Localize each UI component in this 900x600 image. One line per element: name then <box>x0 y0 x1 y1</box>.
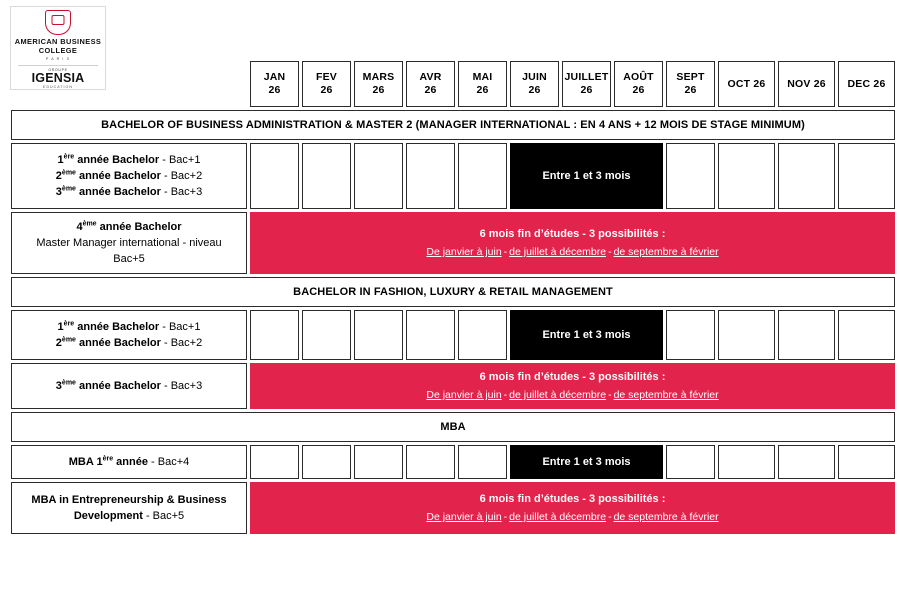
fashion-year1 <box>12 319 246 335</box>
mba-cell-oct <box>718 445 775 479</box>
mba-cell-fev <box>302 445 351 479</box>
fashion-year1-name: 1ère année Bachelor <box>57 320 160 333</box>
bba-cell-fev <box>302 143 351 209</box>
fashion-final-label <box>11 363 247 409</box>
school-name: AMERICAN BUSINESS COLLEGE <box>14 37 102 56</box>
fashion-final-band-title: 6 mois fin d’études - 3 possibilités : <box>479 371 666 383</box>
bba-year3-level: - Bac+3 <box>163 186 203 198</box>
section-title-row-fashion <box>11 277 895 307</box>
mba-cell-nov <box>778 445 835 479</box>
mba-final-band <box>250 482 895 534</box>
month-header-juillet <box>562 61 611 107</box>
fashion-cell-jan <box>250 310 299 360</box>
planning-table <box>8 58 898 537</box>
mba-final-title: MBA in Entrepreneurship & Business <box>31 494 227 506</box>
month-label: OCT 26 <box>727 77 766 90</box>
mba-final-band-title: 6 mois fin d’études - 3 possibilités : <box>479 493 666 505</box>
option-separator: - <box>608 246 612 258</box>
bba-years-label <box>11 143 247 209</box>
month-year: 26 <box>268 84 281 96</box>
option-separator: - <box>608 511 612 523</box>
fashion-year1-level: - Bac+1 <box>162 321 201 333</box>
fashion-final-band-options <box>251 387 894 403</box>
month-year: 26 <box>632 84 645 96</box>
month-label: MARS <box>362 71 395 83</box>
fashion-final-row <box>11 363 895 409</box>
mba-final-title-line2: Development <box>73 510 143 522</box>
mba-final-level: - Bac+5 <box>145 510 185 522</box>
bba-year1-name: 1ère année Bachelor <box>57 153 160 166</box>
mba-internship-band: Entre 1 et 3 mois <box>510 445 663 479</box>
bba-cell-jan <box>250 143 299 209</box>
bba-years-row <box>11 143 895 209</box>
mba-final-title-2 <box>12 508 246 524</box>
month-header-sept <box>666 61 715 107</box>
mba-final-label <box>11 482 247 534</box>
fashion-year2 <box>12 335 246 351</box>
fashion-year2-level: - Bac+2 <box>163 337 203 349</box>
mba-year1-name: MBA 1ère année <box>68 455 148 468</box>
bba-cell-sept <box>666 143 715 209</box>
month-header-fev <box>302 61 351 107</box>
month-year: 26 <box>528 84 541 96</box>
bba-year2 <box>12 168 246 184</box>
fashion-cell-oct <box>718 310 775 360</box>
fashion-cell-mars <box>354 310 403 360</box>
month-label: SEPT <box>676 71 705 83</box>
bba-cell-nov <box>778 143 835 209</box>
bba-cell-avr <box>406 143 455 209</box>
fashion-cell-sept <box>666 310 715 360</box>
month-label: DEC 26 <box>847 77 886 90</box>
section-title-fashion: BACHELOR IN FASHION, LUXURY & RETAIL MANAGEMENT <box>11 277 895 307</box>
month-label: NOV 26 <box>787 77 826 90</box>
bba-year1 <box>12 152 246 168</box>
option-separator: - <box>503 511 508 523</box>
fashion-cell-nov <box>778 310 835 360</box>
option-separator: - <box>503 246 508 258</box>
mba-cell-sept <box>666 445 715 479</box>
fashion-final-level: - Bac+3 <box>163 380 203 392</box>
bba-year3 <box>12 184 246 200</box>
month-label: AOÛT <box>623 71 654 83</box>
month-header-mars <box>354 61 403 107</box>
mba-year1-label <box>11 445 247 479</box>
bba-year1-level: - Bac+1 <box>162 154 201 166</box>
month-header-mai <box>458 61 507 107</box>
bba-final-sub1: Master Manager international - niveau <box>36 237 222 249</box>
mba-cell-mai <box>458 445 507 479</box>
month-header-oct <box>718 61 775 107</box>
month-year: 26 <box>684 84 697 96</box>
fashion-cell-avr <box>406 310 455 360</box>
mba-option-3: de septembre à février <box>613 511 719 523</box>
bba-final-band <box>250 212 895 274</box>
bba-final-row <box>11 212 895 274</box>
month-label: JUIN <box>522 71 547 83</box>
month-year: 26 <box>580 84 593 96</box>
bba-cell-mars <box>354 143 403 209</box>
group-top-label: GROUPE <box>48 68 68 72</box>
bba-final-band-options <box>251 244 894 260</box>
bba-year2-level: - Bac+2 <box>163 170 203 182</box>
month-header-row <box>11 61 895 107</box>
fashion-option-2: de juillet à décembre <box>509 389 607 401</box>
fashion-final-band <box>250 363 895 409</box>
mba-year1-row <box>11 445 895 479</box>
fashion-years-row <box>11 310 895 360</box>
mba-cell-dec <box>838 445 895 479</box>
fashion-final-year: 3ème année Bachelor <box>55 379 161 392</box>
mba-cell-mars <box>354 445 403 479</box>
month-header-aout <box>614 61 663 107</box>
bba-internship-band: Entre 1 et 3 mois <box>510 143 663 209</box>
mba-option-2: de juillet à décembre <box>509 511 607 523</box>
bba-option-2: de juillet à décembre <box>509 246 607 258</box>
month-year: 26 <box>320 84 333 96</box>
mba-cell-jan <box>250 445 299 479</box>
fashion-cell-dec <box>838 310 895 360</box>
month-header-avr <box>406 61 455 107</box>
month-label: FEV <box>315 71 338 83</box>
month-label: JAN <box>263 71 286 83</box>
group-subtitle: EDUCATION <box>43 85 73 89</box>
month-header-jan <box>250 61 299 107</box>
section-title-row-mba <box>11 412 895 442</box>
fashion-year2-name: 2ème année Bachelor <box>55 336 161 349</box>
section-title-mba: MBA <box>11 412 895 442</box>
section-title-row-bba <box>11 110 895 140</box>
bba-final-sub2: Bac+5 <box>113 253 145 265</box>
bba-option-1: De janvier à juin <box>426 246 502 258</box>
bba-final-title: 4ème année Bachelor <box>76 220 182 233</box>
fashion-years-label <box>11 310 247 360</box>
group-name: IGENSIA <box>31 71 85 85</box>
header-spacer <box>11 61 247 107</box>
month-year: 26 <box>424 84 437 96</box>
mba-year1-level: - Bac+4 <box>151 456 190 468</box>
bba-option-3: de septembre à février <box>613 246 719 258</box>
month-year: 26 <box>476 84 489 96</box>
bba-cell-dec <box>838 143 895 209</box>
month-label: JUILLET <box>564 71 609 83</box>
month-header-nov <box>778 61 835 107</box>
school-subtitle: P A R I S <box>45 57 71 62</box>
month-year: 26 <box>372 84 385 96</box>
bba-year2-name: 2ème année Bachelor <box>55 169 161 182</box>
bba-final-band-title: 6 mois fin d’études - 3 possibilités : <box>479 228 666 240</box>
month-label: MAI <box>472 71 493 83</box>
fashion-cell-mai <box>458 310 507 360</box>
bba-year3-name: 3ème année Bachelor <box>55 185 161 198</box>
fashion-option-3: de septembre à février <box>613 389 719 401</box>
section-title-bba: BACHELOR OF BUSINESS ADMINISTRATION & MASTER 2 (MANAGER INTERNATIONAL : EN 4 ANS + 12 MOIS DE STAGE MINIMUM) <box>11 110 895 140</box>
fashion-option-1: De janvier à juin <box>426 389 502 401</box>
mba-final-row <box>11 482 895 534</box>
bba-final-label <box>11 212 247 274</box>
mba-option-1: De janvier à juin <box>426 511 502 523</box>
mba-final-band-options <box>251 509 894 525</box>
bba-cell-mai <box>458 143 507 209</box>
month-header-juin <box>510 61 559 107</box>
bba-cell-oct <box>718 143 775 209</box>
option-separator: - <box>608 389 612 401</box>
option-separator: - <box>503 389 508 401</box>
mba-cell-avr <box>406 445 455 479</box>
fashion-cell-fev <box>302 310 351 360</box>
month-header-dec <box>838 61 895 107</box>
fashion-internship-band: Entre 1 et 3 mois <box>510 310 663 360</box>
month-label: AVR <box>419 71 442 83</box>
crest-icon <box>45 10 71 35</box>
